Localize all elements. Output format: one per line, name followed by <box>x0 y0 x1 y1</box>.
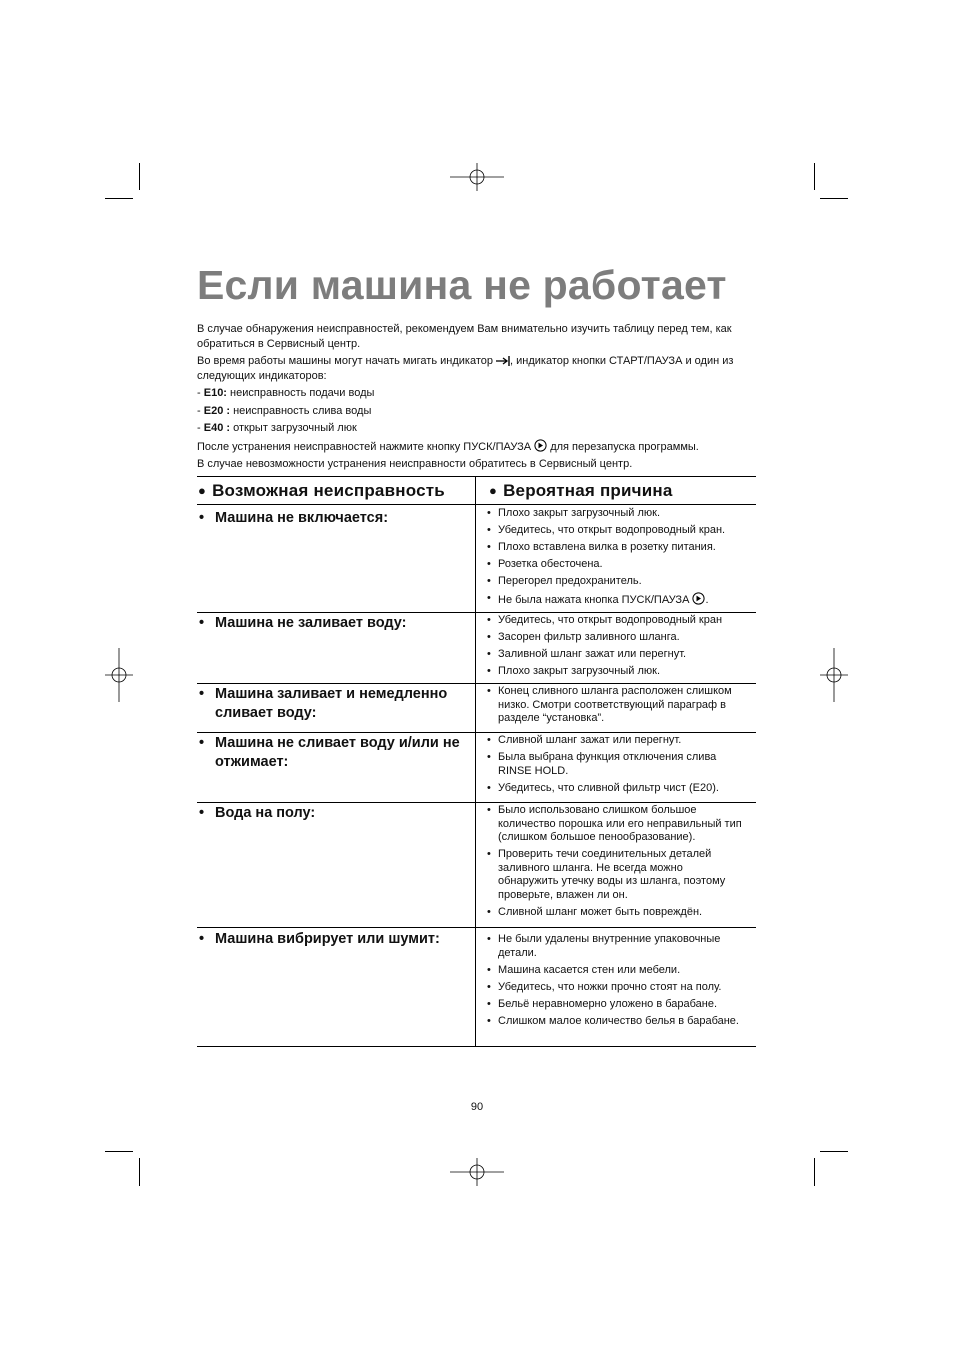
troubleshooting-table <box>197 476 756 1047</box>
bullet-icon: • <box>199 735 205 751</box>
list-item: • Убедитесь, что ножки прочно стоят на полу. <box>487 980 722 993</box>
list-item: • Розетка обесточена. <box>487 558 603 570</box>
bullet-icon: ● <box>198 483 207 498</box>
table-row <box>197 732 756 802</box>
service-paragraph: В случае невозможности устранения неисправности обратитесь в Сервисный центр. <box>197 458 633 470</box>
problem-cell <box>197 928 476 1046</box>
cause-cell <box>476 613 756 683</box>
header-problem: Возможная неисправность <box>212 480 445 500</box>
list-item: • Слишком малое количество белья в барабане. <box>487 1014 739 1027</box>
list-item: • Перегорел предохранитель. <box>487 575 642 587</box>
list-item: • Сливной шланг может быть повреждён. <box>487 905 703 918</box>
problem-cell <box>197 803 476 927</box>
restart-paragraph: После устранения неисправностей нажмите кнопку ПУСК/ПАУЗА для перезапуска программы. <box>197 440 699 453</box>
error-code: E40 : <box>203 422 231 434</box>
list-item: • Проверить течи соединительных деталей заливного шланга. Не всегда можно обнаружить утечку воды из шланга, поэтому проверьте, влажен ли он. <box>487 848 726 901</box>
code-line: - E40 : открыт загрузочный люк <box>197 422 357 434</box>
list-item: • Сливной шланг зажат или перегнут. <box>487 734 682 746</box>
list-item: • Убедитесь, что открыт водопроводный кран. <box>487 524 726 536</box>
table-row <box>197 802 756 927</box>
intro-text <box>197 322 757 475</box>
problem-text: Вода на полу: <box>215 805 316 821</box>
page-title: Если машина не работает <box>197 262 727 308</box>
problem-cell <box>197 733 476 802</box>
intro-paragraph: В случае обнаружения неисправностей, рекомендуем Вам внимательно изучить таблицу перед тем, как обратиться в Сервисный центр. <box>197 323 732 350</box>
bullet-icon: • <box>199 615 205 631</box>
problem-cell <box>197 505 476 612</box>
header-problem-cell <box>197 477 476 504</box>
bullet-icon: • <box>199 686 205 702</box>
start-pause-icon <box>692 592 705 605</box>
table-row <box>197 683 756 732</box>
cause-cell <box>476 733 756 802</box>
bullet-icon: • <box>199 510 205 526</box>
code-line: - E20 : неисправность слива воды <box>197 404 372 417</box>
problem-cell <box>197 684 476 732</box>
problem-text: Машина не заливает воду: <box>215 615 407 631</box>
list-item: • Было использовано слишком большое количество порошка или его неправильный тип (слишком большое пенообразование). <box>487 804 742 843</box>
list-item: • Машина касается стен или мебели. <box>487 963 681 976</box>
list-item: • Плохо вставлена вилка в розетку питания. <box>487 541 716 553</box>
problem-text: Машина не включается: <box>215 510 389 526</box>
error-description: неисправность слива воды <box>230 404 372 417</box>
list-item: • Не были удалены внутренние упаковочные детали. <box>487 933 721 959</box>
list-item: • Убедитесь, что открыт водопроводный кран <box>487 614 723 626</box>
table-header <box>197 477 756 504</box>
problem-text: Машина вибрирует или шумит: <box>215 931 440 947</box>
problem-text: Машина не сливает воду и/или не отжимает: <box>215 735 460 770</box>
list-item: • Плохо закрыт загрузочный люк. <box>487 665 660 677</box>
cause-cell <box>476 803 756 927</box>
problem-cell <box>197 613 476 683</box>
table-row <box>197 612 756 683</box>
list-item: • Плохо закрыт загрузочный люк. <box>487 507 660 519</box>
bullet-icon: ● <box>489 483 498 498</box>
page-number: 90 <box>470 1101 484 1113</box>
list-item: • Убедитесь, что сливной фильтр чист (E20). <box>487 781 719 794</box>
table-row <box>197 927 756 1046</box>
bullet-icon: • <box>199 805 205 821</box>
problem-text: Машина заливает и немедленно сливает воду: <box>215 686 448 721</box>
cause-cell <box>476 928 756 1046</box>
indicator-paragraph <box>197 354 757 383</box>
header-cause-cell <box>476 477 756 504</box>
bullet-icon: • <box>199 931 205 947</box>
list-item: • Была выбрана функция отключения слива RINSE HOLD. <box>487 751 717 777</box>
indicator-text-after: , индикатор кнопки СТАРТ/ПАУЗА и один из следующих индикаторов: <box>197 355 734 382</box>
error-description: открыт загрузочный люк <box>230 422 357 434</box>
error-description: неисправность подачи воды <box>226 387 375 399</box>
start-pause-icon <box>534 439 547 452</box>
arrow-to-bar-icon <box>496 356 510 366</box>
list-item: • Бельё неравномерно уложено в барабане. <box>487 997 718 1010</box>
list-item: • Засорен фильтр заливного шланга. <box>487 631 680 643</box>
error-code: E10: <box>203 387 227 399</box>
table-row <box>197 504 756 612</box>
code-line: - E10: неисправность подачи воды <box>197 387 375 399</box>
error-code: E20 : <box>203 404 231 417</box>
header-cause: Вероятная причина <box>503 480 673 500</box>
indicator-text-before: Во время работы машины могут начать мигать индикатор <box>197 355 497 367</box>
list-item: • Заливной шланг зажат или перегнут. <box>487 648 687 660</box>
list-item: • Не была нажата кнопка ПУСК/ПАУЗА . <box>487 592 709 606</box>
cause-cell <box>476 684 756 732</box>
cause-cell <box>476 505 756 612</box>
list-item: • Конец сливного шланга расположен слишком низко. Смотри соответствующий параграф в разделе “установка”. <box>487 685 732 724</box>
